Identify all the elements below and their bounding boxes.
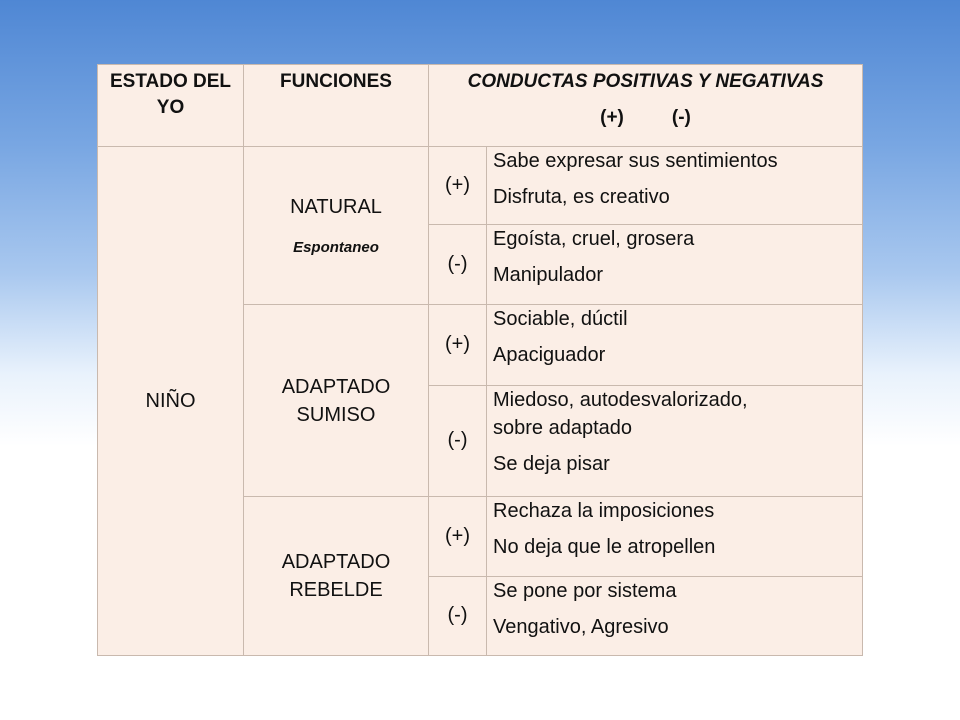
behavior-line: Manipulador (493, 264, 604, 287)
header-conductas-label: CONDUCTAS POSITIVAS Y NEGATIVAS (467, 71, 824, 92)
sign-cell: (-) (429, 385, 487, 496)
sign-cell: (+) (429, 305, 487, 385)
function-sublabel: Espontaneo (293, 239, 379, 257)
behavior-line: Rechaza la imposiciones (493, 499, 715, 522)
header-row (98, 65, 863, 147)
function-cell-adaptado-rebelde (244, 496, 429, 655)
behavior-cell (487, 225, 863, 305)
sign-cell: (-) (429, 225, 487, 305)
header-negative-sign: (-) (671, 106, 691, 128)
behavior-line: Se deja pisar (493, 452, 610, 475)
behavior-line: Sociable, dúctil (493, 308, 628, 331)
header-estado-del-yo (98, 65, 244, 147)
behavior-cell (487, 305, 863, 385)
behavior-line: sobre adaptado (493, 416, 633, 439)
behavior-line: Egoísta, cruel, grosera (493, 228, 695, 251)
behavior-line: No deja que le atropellen (493, 535, 716, 558)
function-label: NATURAL (290, 196, 382, 219)
behavior-table (97, 64, 863, 656)
table-row (98, 147, 863, 225)
behavior-line: Sabe expresar sus sentimientos (493, 150, 778, 173)
header-estado-line2: YO (156, 96, 185, 118)
function-label: REBELDE (289, 578, 383, 601)
header-funciones (244, 65, 429, 147)
function-cell-natural (244, 147, 429, 305)
sign-cell: (-) (429, 576, 487, 655)
behavior-line: Disfruta, es creativo (493, 186, 670, 209)
behavior-cell (487, 147, 863, 225)
function-cell-adaptado-sumiso (244, 305, 429, 496)
behavior-cell (487, 576, 863, 655)
function-label: SUMISO (296, 403, 376, 426)
header-signs (429, 105, 862, 131)
header-conductas (429, 65, 863, 147)
function-label: ADAPTADO (281, 550, 391, 573)
function-label: ADAPTADO (281, 375, 391, 398)
header-positive-sign: (+) (600, 106, 624, 128)
state-cell: NIÑO (98, 147, 244, 656)
behavior-line: Vengativo, Agresivo (493, 615, 669, 638)
header-estado-line1: ESTADO DEL (109, 71, 232, 92)
behavior-cell (487, 385, 863, 496)
header-funciones-label: FUNCIONES (280, 71, 392, 92)
behavior-line: Apaciguador (493, 344, 606, 367)
behavior-line: Se pone por sistema (493, 579, 677, 602)
behavior-cell (487, 496, 863, 576)
sign-cell: (+) (429, 147, 487, 225)
sign-cell: (+) (429, 496, 487, 576)
behavior-line: Miedoso, autodesvalorizado, (493, 388, 748, 411)
